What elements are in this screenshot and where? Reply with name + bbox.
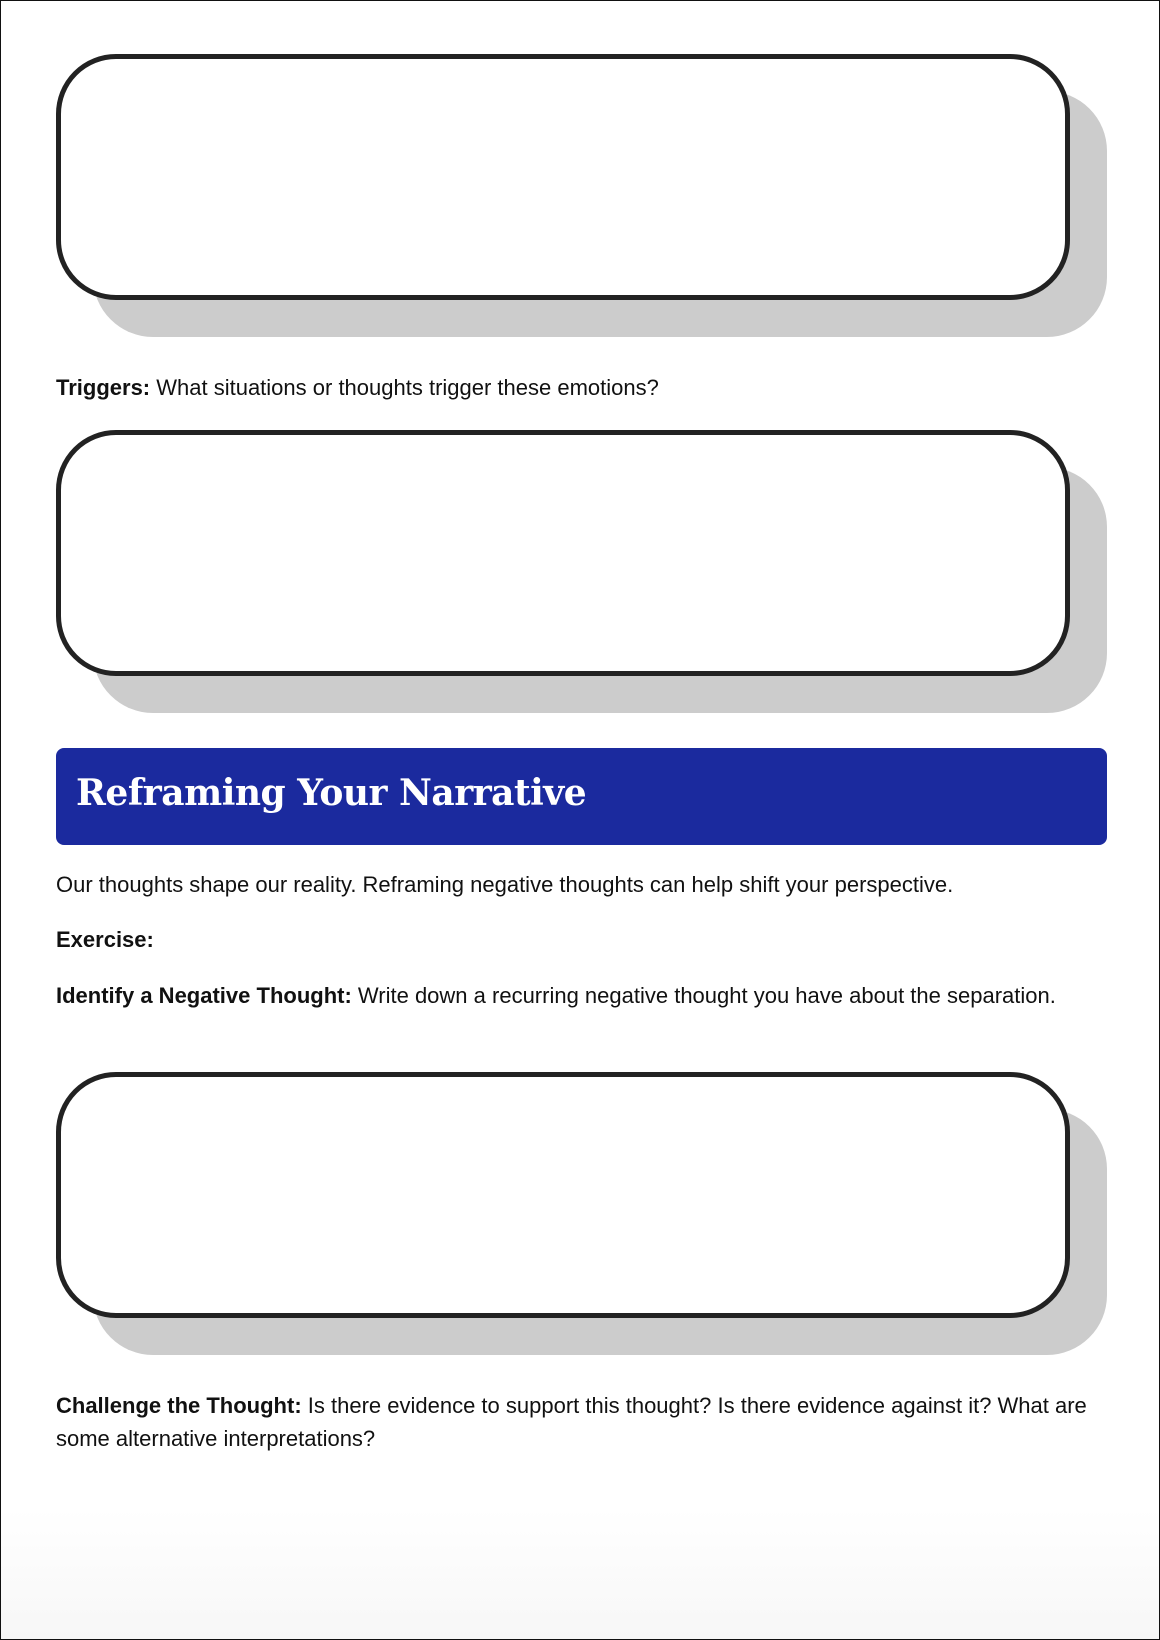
triggers-text: What situations or thoughts trigger these emotions? <box>150 375 659 400</box>
answer-box-emotions <box>56 54 1076 306</box>
section-banner <box>56 748 1107 845</box>
intro-text: Our thoughts shape our reality. Reframing negative thoughts can help shift your perspective. <box>56 872 954 897</box>
answer-field-negative-thought[interactable] <box>56 1072 1070 1318</box>
answer-field-triggers[interactable] <box>56 430 1070 676</box>
identify-label: Identify a Negative Thought: <box>56 983 352 1008</box>
answer-box-negative-thought <box>56 1072 1076 1324</box>
exercise-heading <box>56 923 1116 956</box>
triggers-label: Triggers: <box>56 375 151 400</box>
identify-text: Write down a recurring negative thought you have about the separation. <box>351 983 1056 1008</box>
exercise-label: Exercise: <box>56 927 154 952</box>
challenge-prompt <box>56 1389 1126 1455</box>
challenge-label: Challenge the Thought: <box>56 1393 302 1418</box>
answer-field-emotions[interactable] <box>56 54 1070 300</box>
identify-prompt <box>56 979 1066 1012</box>
triggers-prompt <box>56 371 1116 404</box>
section-title: Reframing Your Narrative <box>76 772 587 814</box>
answer-box-triggers <box>56 430 1076 682</box>
challenge-text: Is there evidence to support this thought? Is there evidence against it? What are some alternative interpretations? <box>56 1393 1087 1451</box>
